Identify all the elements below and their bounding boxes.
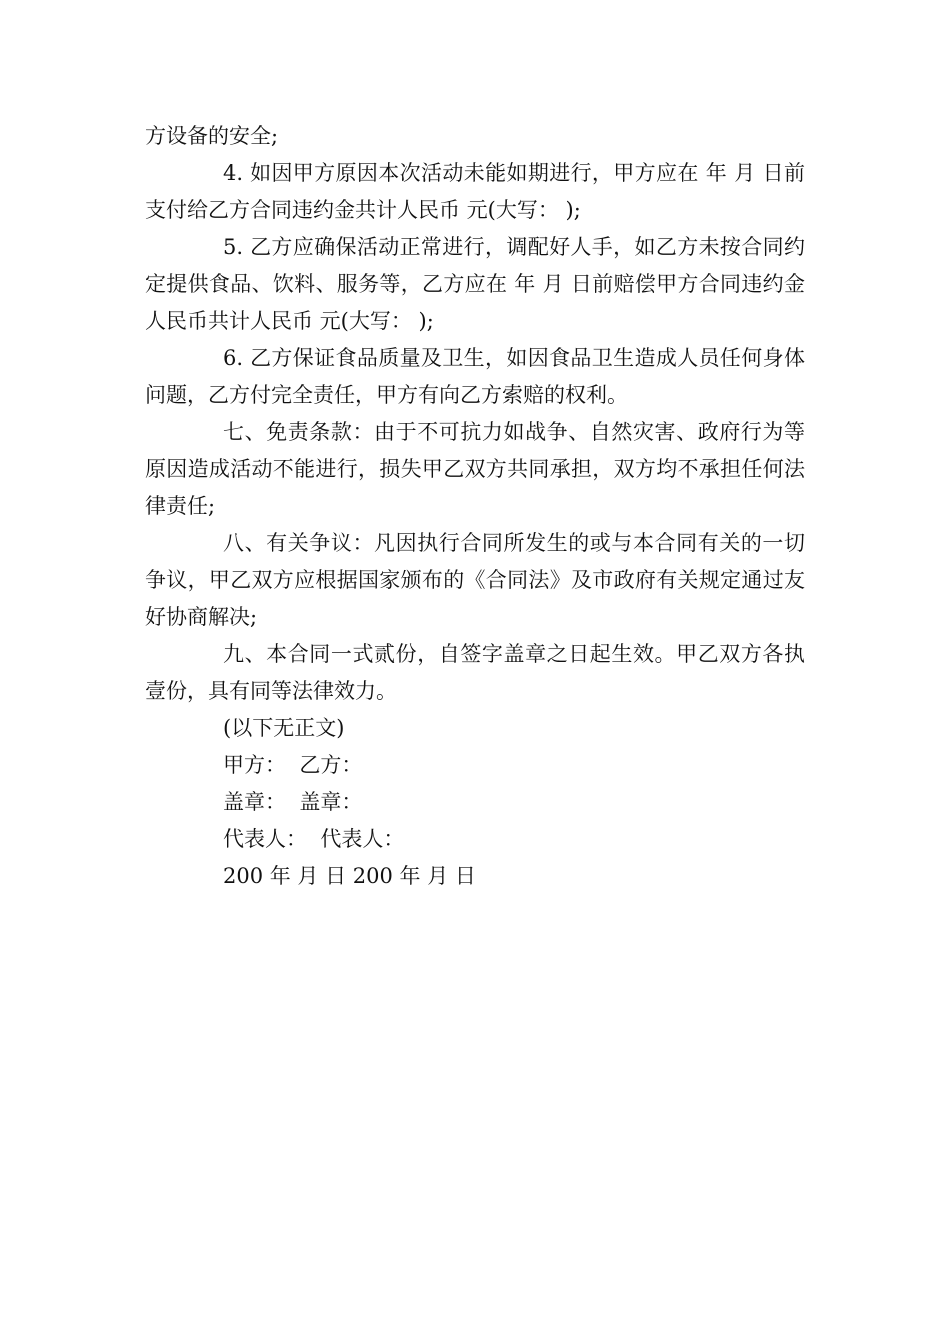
- document-body: [145, 118, 805, 895]
- signature-date: 200 年 月 日 200 年 月 日: [223, 864, 476, 888]
- paragraph-safety-tail: 方设备的安全;: [145, 124, 279, 148]
- signature-parties: 甲方： 乙方：: [223, 753, 363, 777]
- clause-4: 4. 如因甲方原因本次活动未能如期进行，甲方应在 年 月 日前支付给乙方合同违约金共计人民币 元(大写： );: [145, 161, 805, 222]
- clause-5: 5. 乙方应确保活动正常进行，调配好人手，如乙方未按合同约定提供食品、饮料、服务等，乙方应在 年 月 日前赔偿甲方合同违约金人民币共计人民币 元(大写： );: [145, 235, 805, 333]
- signature-representative: 代表人： 代表人：: [223, 827, 405, 851]
- no-further-text-note: (以下无正文): [223, 716, 345, 740]
- clause-6: 6. 乙方保证食品质量及卫生，如因食品卫生造成人员任何身体问题，乙方付完全责任，甲方有向乙方索赔的权利。: [145, 346, 805, 407]
- section-8-disputes: 八、有关争议：凡因执行合同所发生的或与本合同有关的一切争议，甲乙双方应根据国家颁布的《合同法》及市政府有关规定通过友好协商解决;: [145, 531, 805, 629]
- signature-seal: 盖章： 盖章：: [223, 790, 363, 814]
- section-9-effectiveness: 九、本合同一式贰份，自签字盖章之日起生效。甲乙双方各执壹份，具有同等法律效力。: [145, 642, 805, 703]
- section-7-force-majeure: 七、免责条款：由于不可抗力如战争、自然灾害、政府行为等原因造成活动不能进行，损失甲乙双方共同承担，双方均不承担任何法律责任;: [145, 420, 805, 518]
